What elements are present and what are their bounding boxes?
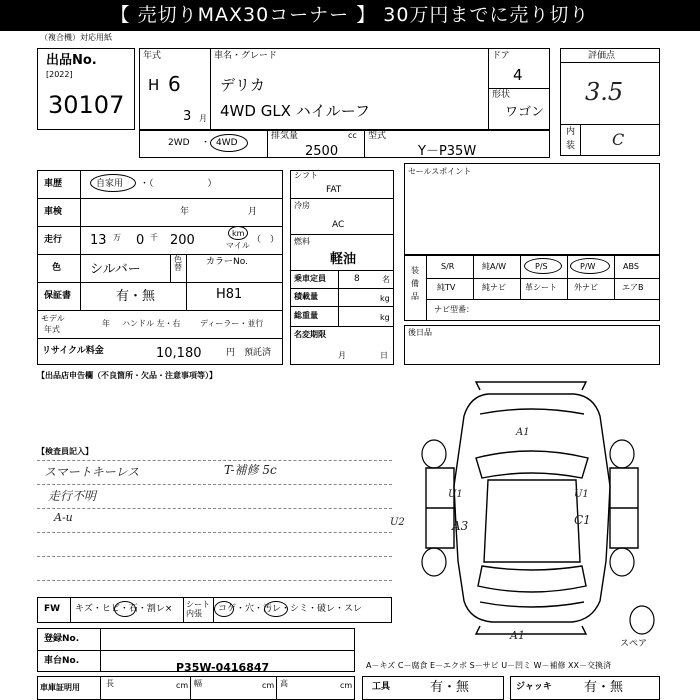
equip-sr: S/R — [441, 262, 455, 271]
mileage-km-circle — [228, 226, 248, 240]
model-type-label: 型式 — [368, 131, 387, 141]
recycle-value: 10,180 — [156, 346, 202, 361]
cert-len: 長 — [106, 679, 114, 688]
mark-left-front: U1 — [448, 489, 463, 500]
cert-len-unit: cm — [176, 681, 189, 690]
equip-airbag: エアB — [622, 283, 644, 292]
mileage-mile: マイル — [226, 241, 250, 250]
ac-value: AC — [332, 220, 345, 230]
mileage-sen: 0 — [136, 233, 145, 248]
shift-label: シフト — [294, 171, 318, 180]
car-label: 車名・グレード — [214, 51, 278, 61]
equip-pw-circle — [570, 258, 610, 274]
fw-label: FW — [44, 604, 61, 614]
detail-table — [37, 170, 283, 365]
year-label: 年式 — [143, 51, 162, 61]
mileage-man-unit: 万 — [113, 233, 121, 242]
fuel-label: 燃料 — [294, 237, 310, 246]
equip-ps-circle — [524, 258, 562, 274]
sales-point-box — [404, 163, 660, 255]
fw-text: キズ・ヒビ・石・割レ× — [75, 604, 173, 614]
equip-abs: ABS — [623, 262, 639, 271]
jack-value: 有・無 — [584, 680, 624, 695]
car-diagram — [396, 376, 660, 638]
drive-dot: ・ — [201, 138, 211, 148]
cert-height-unit: cm — [340, 681, 353, 690]
inspection-month: 月 — [248, 207, 258, 217]
year-era: H — [148, 76, 160, 94]
drive-4wd-circle — [210, 134, 248, 152]
legend: A－キズ C－腐食 E－エクボ S－サビ U－凹ミ W－補修 XX－交換済 — [366, 661, 612, 670]
warranty-value: 有・無 — [116, 289, 156, 304]
left-bumper-rear — [476, 626, 586, 634]
chassis-value: P35W-0416847 — [176, 661, 270, 674]
month-value: 3 — [183, 109, 192, 124]
inspector-note-4: T-補修 5c — [224, 463, 277, 477]
door-value: 4 — [513, 66, 523, 84]
seat-burn-circle — [214, 601, 234, 617]
mark-right-rear: C1 — [574, 513, 591, 527]
mileage-rest: 200 — [170, 233, 195, 248]
exhibitor-note: 【出品店申告欄（不良箇所・欠品・注意事項等）】 — [37, 371, 217, 380]
year-value: 6 — [168, 72, 181, 96]
interior-label-2: 装 — [566, 141, 576, 151]
history-label: 車歴 — [44, 179, 63, 189]
inspection-year: 年 — [180, 207, 190, 217]
equip-pw: P/W — [580, 262, 596, 271]
color-value: シルバー — [90, 262, 141, 277]
mileage-sen-unit: 千 — [150, 233, 158, 242]
seat-label: シート内張 — [186, 600, 210, 618]
mark-rear-bumper: A1 — [510, 629, 525, 642]
inspector-note-3: A-u — [54, 511, 73, 524]
capacity-value: 8 — [354, 274, 360, 284]
lot-year: [2022] — [46, 70, 73, 79]
door-label: ドア — [492, 51, 510, 61]
load-unit: kg — [380, 294, 390, 303]
history-circle — [90, 174, 136, 192]
roof-outline — [484, 480, 580, 562]
history-value: 自家用 — [96, 179, 124, 189]
capacity-unit: 名 — [382, 275, 390, 284]
cert-width-unit: cm — [262, 681, 275, 690]
model-line-label-2: 年式 — [44, 325, 60, 334]
deadline-label: 名変期限 — [294, 330, 326, 339]
month-unit: 月 — [199, 114, 207, 123]
load-label: 積載量 — [294, 292, 318, 301]
drive-2wd: 2WD — [168, 138, 190, 148]
history-rest: ・（ ） — [140, 179, 217, 189]
cert-height: 高 — [280, 679, 288, 688]
lot-number: 30107 — [48, 91, 125, 119]
mark-left-rear: A3 — [452, 519, 469, 533]
equip-navi-model: ナビ型番： — [434, 305, 474, 314]
banner: 【 売切りMAX30コーナー 】 30万円までに売り切り — [0, 0, 700, 31]
deadline-month: 月 — [338, 351, 346, 360]
equip-leather: 革シート — [525, 283, 557, 292]
tools-value: 有・無 — [430, 680, 470, 695]
trunk-line — [480, 602, 584, 607]
mileage-man: 13 — [90, 233, 107, 248]
displacement-value: 2500 — [305, 144, 339, 159]
mark-right-front: U1 — [574, 489, 589, 500]
left-bumper-front — [476, 382, 586, 390]
score-value: 3.5 — [585, 78, 624, 106]
seat-stain-circle — [264, 601, 288, 617]
shift-value: FAT — [326, 185, 342, 195]
equip-ps: P/S — [535, 262, 548, 271]
interior-label-1: 内 — [566, 127, 576, 137]
inspector-note-1: スマートキーレス — [44, 465, 140, 479]
model-type-value: Y－P35W — [418, 144, 477, 159]
capacity-label: 乗車定員 — [294, 274, 326, 283]
model-line-dealer: ディーラー・並行 — [200, 319, 264, 328]
deadline-day: 日 — [380, 351, 388, 360]
mark-hood: A1 — [516, 427, 530, 438]
hood-line — [480, 409, 584, 414]
displacement-label: 排気量 — [271, 131, 299, 141]
rear-window — [478, 566, 586, 592]
mark-left-outer: U2 — [390, 517, 405, 528]
chassis-label: 車台No. — [44, 656, 80, 666]
header-note: （複合機）対応用紙 — [40, 33, 112, 42]
equipment-label: 装備品 — [411, 266, 419, 301]
cert-width: 幅 — [194, 679, 202, 688]
equip-ext-navi: 外ナビ — [574, 283, 598, 292]
ac-label: 冷房 — [294, 201, 310, 210]
gross-unit: kg — [380, 313, 390, 322]
model-line-label-1: モデル — [41, 314, 65, 323]
warranty-label: 保証書 — [44, 291, 72, 301]
fuel-value: 軽油 — [330, 252, 357, 267]
inspection-label: 車検 — [44, 207, 63, 217]
mileage-label: 走行 — [44, 235, 63, 245]
mileage-paren: （ ） — [252, 235, 280, 245]
car-outline — [454, 394, 610, 622]
equip-tv: 純TV — [437, 283, 456, 292]
jack-label: ジャッキ — [516, 682, 552, 692]
model-line-handle: ハンドル 左・右 — [122, 319, 181, 328]
color-change-label: 色替 — [174, 255, 182, 272]
equip-navi: 純ナビ — [482, 283, 506, 292]
spare-label: スペア — [620, 639, 648, 649]
cert-label: 車庫証明用 — [40, 683, 80, 692]
shape-label: 形状 — [492, 90, 511, 100]
wheel-rl — [422, 548, 446, 576]
lot-label: 出品No. — [46, 53, 97, 68]
recycle-label: リサイクル料金 — [42, 346, 104, 356]
sales-point-label: セールスポイント — [408, 167, 472, 176]
color-code: H81 — [216, 287, 243, 302]
car-name: デリカ — [220, 76, 265, 94]
score-label: 評価点 — [588, 51, 616, 61]
interior-value: C — [612, 130, 625, 149]
model-line-year: 年 — [102, 319, 110, 328]
reg-label: 登録No. — [44, 634, 80, 644]
inspector-note-2: 走行不明 — [48, 489, 97, 503]
windshield — [476, 451, 588, 478]
color-label: 色 — [52, 263, 62, 273]
recycle-unit: 円 — [226, 348, 236, 358]
color-code-label: カラーNo. — [206, 257, 248, 267]
displacement-unit: cc — [348, 131, 357, 140]
wheel-rr — [610, 548, 634, 576]
later-notes-box — [404, 325, 660, 365]
later-notes-label: 後日品 — [408, 328, 432, 337]
mileage-km: km — [232, 229, 245, 238]
tools-label: 工具 — [372, 682, 391, 692]
wheel-fr — [610, 440, 634, 468]
wheel-fl — [422, 440, 446, 468]
car-grade: 4WD GLX ハイルーフ — [220, 102, 370, 120]
fw-crack-circle — [114, 601, 136, 617]
seat-text: コゲ・穴・汚レ・シミ・破レ・スレ — [218, 604, 363, 614]
gross-label: 総重量 — [294, 311, 318, 320]
shape-value: ワゴン — [505, 105, 545, 120]
inspector-label: 【検査員記入】 — [37, 447, 93, 456]
equip-aw: 純A/W — [482, 262, 507, 271]
drive-4wd: 4WD — [216, 138, 238, 148]
recycle-note: 預託済 — [244, 348, 272, 358]
lot-box — [37, 48, 135, 130]
spare-tire — [630, 606, 654, 634]
